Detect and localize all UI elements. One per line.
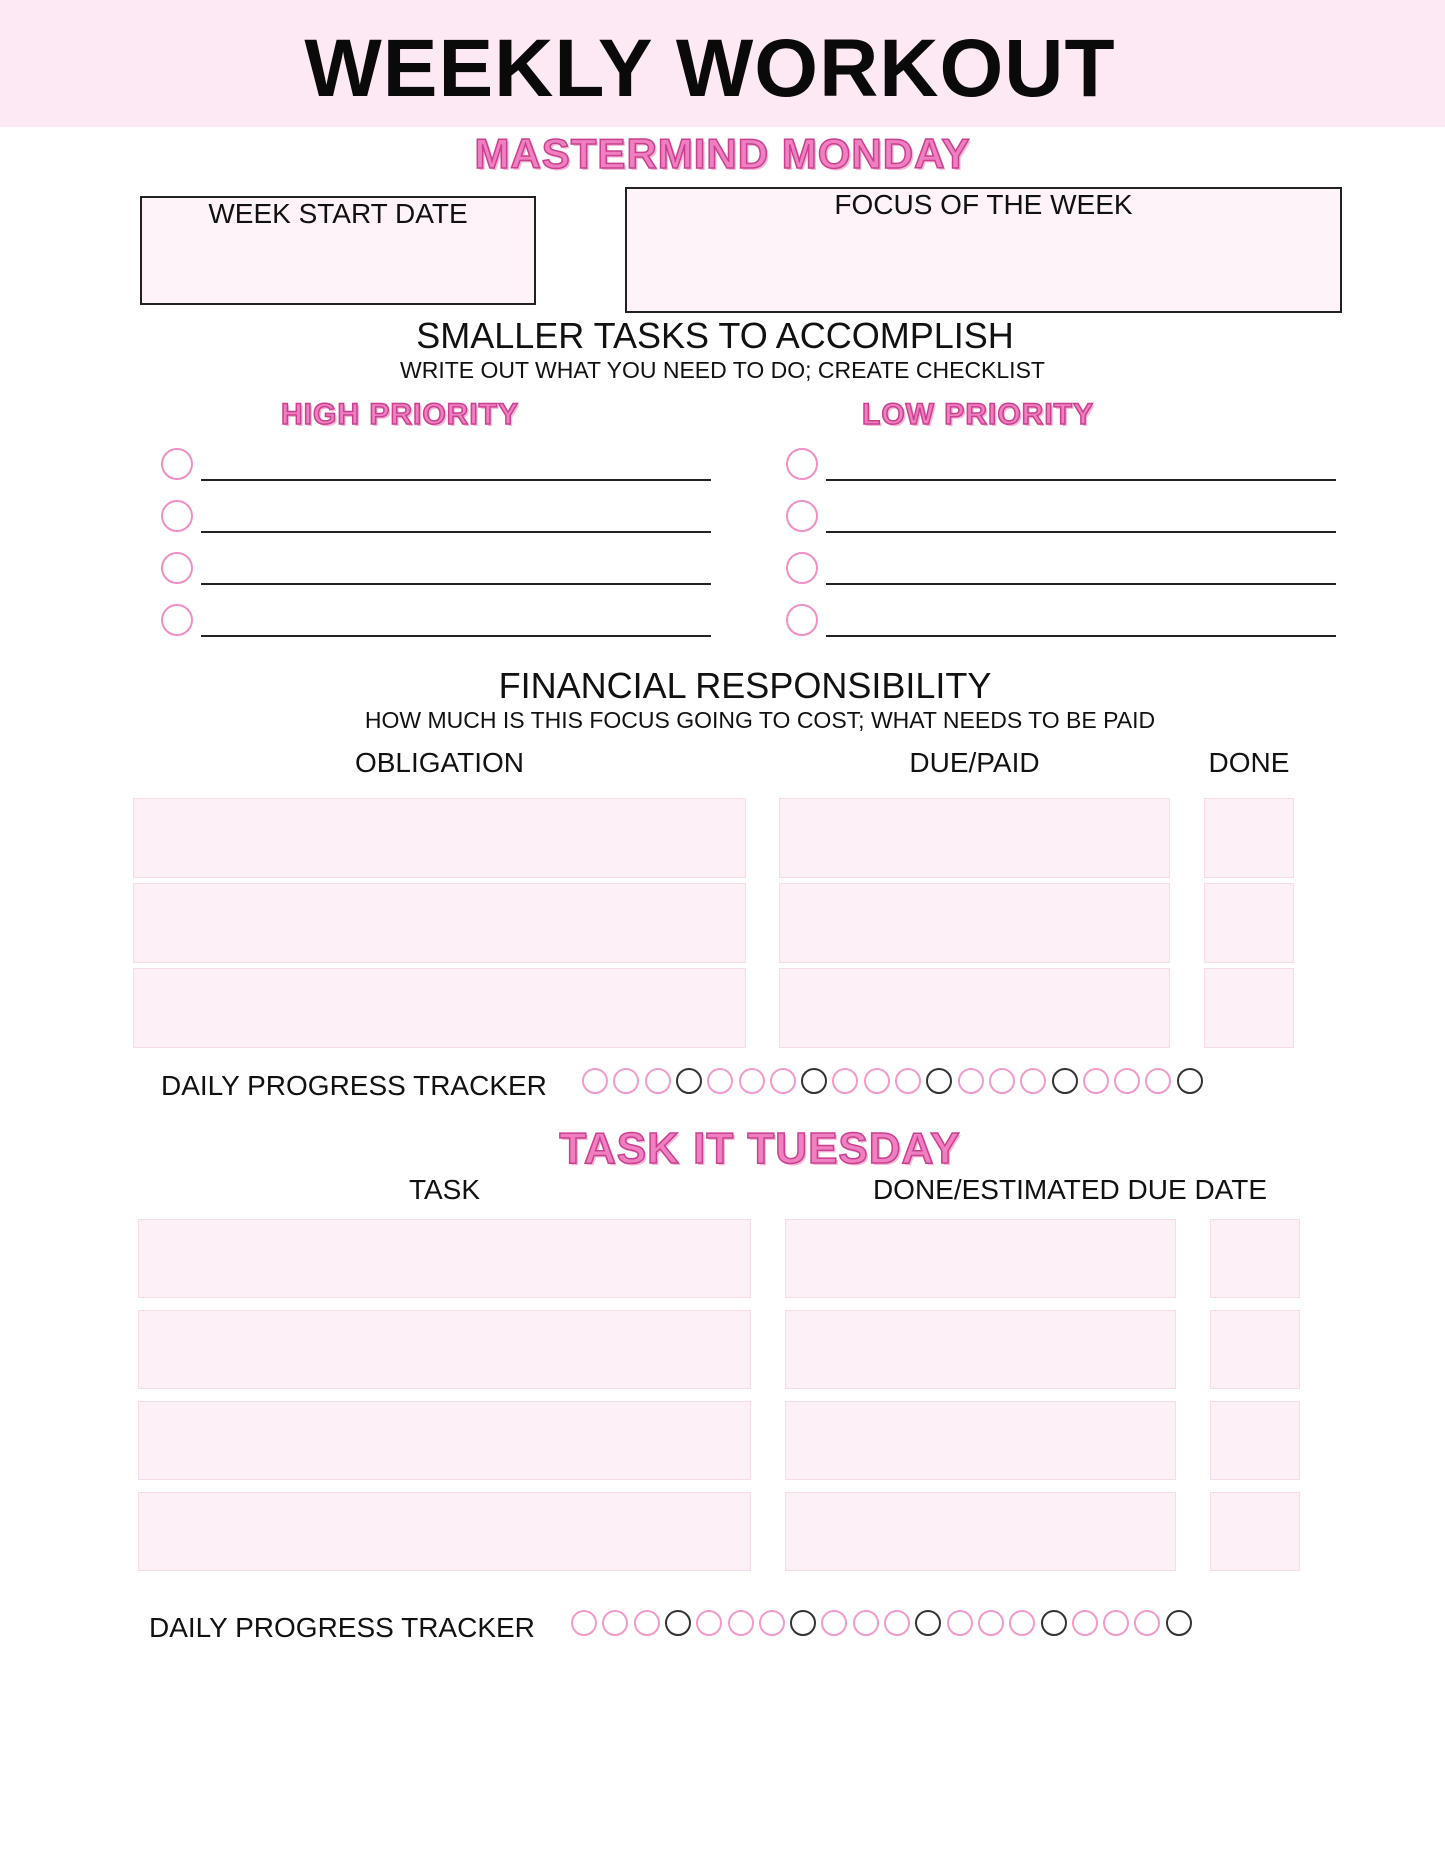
financial-obligation-cell[interactable] — [133, 968, 746, 1048]
financial-done-cell[interactable] — [1204, 798, 1294, 878]
monday-tracker-dot[interactable] — [1052, 1068, 1078, 1094]
focus-of-week-box[interactable] — [625, 187, 1342, 313]
low-priority-item — [786, 604, 1336, 644]
tuesday-tracker-dot[interactable] — [1041, 1610, 1067, 1636]
tuesday-task-cell[interactable] — [138, 1401, 751, 1480]
tuesday-task-cell[interactable] — [138, 1310, 751, 1389]
tuesday-task-cell[interactable] — [138, 1492, 751, 1571]
week-start-date-box[interactable] — [140, 196, 536, 305]
high-priority-write-line[interactable] — [201, 635, 711, 637]
low-priority-write-line[interactable] — [826, 583, 1336, 585]
tuesday-tracker-dot[interactable] — [634, 1610, 660, 1636]
focus-of-week-label: FOCUS OF THE WEEK — [834, 189, 1133, 220]
tuesday-tracker-dot[interactable] — [915, 1610, 941, 1636]
page-title: WEEKLY WORKOUT — [304, 23, 1116, 114]
monday-tracker-dot[interactable] — [676, 1068, 702, 1094]
monday-tracker-dot[interactable] — [613, 1068, 639, 1094]
tuesday-tracker-dot[interactable] — [853, 1610, 879, 1636]
monday-tracker-dot[interactable] — [895, 1068, 921, 1094]
high-priority-checkbox[interactable] — [161, 552, 193, 584]
monday-tracker-dot[interactable] — [801, 1068, 827, 1094]
low-priority-label: LOW PRIORITY — [862, 398, 1094, 431]
tuesday-tracker-dot[interactable] — [821, 1610, 847, 1636]
high-priority-checkbox[interactable] — [161, 448, 193, 480]
tuesday-tracker-dot[interactable] — [602, 1610, 628, 1636]
tuesday-tracker-dot[interactable] — [665, 1610, 691, 1636]
financial-due-paid-cell[interactable] — [779, 883, 1170, 963]
high-priority-checkbox[interactable] — [161, 500, 193, 532]
monday-tracker-dot[interactable] — [582, 1068, 608, 1094]
low-priority-write-line[interactable] — [826, 531, 1336, 533]
monday-tracker-dot[interactable] — [989, 1068, 1015, 1094]
tuesday-tracker-dot[interactable] — [884, 1610, 910, 1636]
high-priority-write-line[interactable] — [201, 479, 711, 481]
financial-done-cell[interactable] — [1204, 968, 1294, 1048]
monday-tracker-dot[interactable] — [707, 1068, 733, 1094]
tuesday-tracker-dot[interactable] — [1166, 1610, 1192, 1636]
financial-due-paid-cell[interactable] — [779, 968, 1170, 1048]
tuesday-due-date-cell[interactable] — [785, 1310, 1176, 1389]
tuesday-due-date-cell[interactable] — [785, 1401, 1176, 1480]
high-priority-write-line[interactable] — [201, 531, 711, 533]
low-priority-item — [786, 500, 1336, 540]
low-priority-checkbox[interactable] — [786, 552, 818, 584]
tuesday-tracker-dot[interactable] — [696, 1610, 722, 1636]
done-column-header: DONE — [1208, 747, 1290, 778]
monday-tracker-dot[interactable] — [832, 1068, 858, 1094]
monday-tracker-dot[interactable] — [770, 1068, 796, 1094]
high-priority-item — [161, 500, 711, 540]
monday-title: MASTERMIND MONDAY — [474, 130, 971, 177]
monday-tracker-dot[interactable] — [739, 1068, 765, 1094]
financial-due-paid-cell[interactable] — [779, 798, 1170, 878]
financial-section-subtitle: HOW MUCH IS THIS FOCUS GOING TO COST; WHAT NEEDS TO BE PAID — [364, 707, 1156, 733]
financial-obligation-cell[interactable] — [133, 883, 746, 963]
monday-tracker-dot[interactable] — [1083, 1068, 1109, 1094]
tuesday-done-cell[interactable] — [1210, 1310, 1300, 1389]
high-priority-item — [161, 552, 711, 592]
low-priority-checkbox[interactable] — [786, 604, 818, 636]
tuesday-tracker-dot[interactable] — [571, 1610, 597, 1636]
monday-tracker-dot[interactable] — [1177, 1068, 1203, 1094]
tuesday-tracker-label: DAILY PROGRESS TRACKER — [149, 1612, 535, 1643]
low-priority-write-line[interactable] — [826, 635, 1336, 637]
tuesday-tracker-dot[interactable] — [1103, 1610, 1129, 1636]
tuesday-tracker-dot[interactable] — [1009, 1610, 1035, 1636]
tasks-section-subtitle: WRITE OUT WHAT YOU NEED TO DO; CREATE CHECKLIST — [400, 357, 1045, 383]
low-priority-checkbox[interactable] — [786, 448, 818, 480]
high-priority-item — [161, 604, 711, 644]
high-priority-checkbox[interactable] — [161, 604, 193, 636]
high-priority-write-line[interactable] — [201, 583, 711, 585]
tasks-section-title: SMALLER TASKS TO ACCOMPLISH — [416, 315, 1014, 356]
task-column-header: TASK — [408, 1174, 481, 1205]
low-priority-write-line[interactable] — [826, 479, 1336, 481]
tuesday-tracker-dot[interactable] — [790, 1610, 816, 1636]
financial-section-title: FINANCIAL RESPONSIBILITY — [498, 665, 992, 706]
monday-tracker-dot[interactable] — [1114, 1068, 1140, 1094]
tuesday-tracker-dot[interactable] — [1072, 1610, 1098, 1636]
tuesday-title: TASK IT TUESDAY — [559, 1124, 961, 1173]
low-priority-item — [786, 448, 1336, 488]
low-priority-checkbox[interactable] — [786, 500, 818, 532]
tuesday-tracker-dot[interactable] — [947, 1610, 973, 1636]
tuesday-tracker-dot[interactable] — [759, 1610, 785, 1636]
monday-tracker-dot[interactable] — [645, 1068, 671, 1094]
due-paid-column-header: DUE/PAID — [909, 747, 1040, 778]
monday-tracker-dot[interactable] — [926, 1068, 952, 1094]
high-priority-item — [161, 448, 711, 488]
tuesday-done-cell[interactable] — [1210, 1219, 1300, 1298]
tuesday-tracker-dot[interactable] — [1134, 1610, 1160, 1636]
monday-tracker-dot[interactable] — [1145, 1068, 1171, 1094]
tuesday-due-date-cell[interactable] — [785, 1219, 1176, 1298]
tuesday-done-cell[interactable] — [1210, 1401, 1300, 1480]
monday-progress-tracker — [582, 1068, 1212, 1098]
done-estimated-due-date-column-header: DONE/ESTIMATED DUE DATE — [872, 1174, 1268, 1205]
obligation-column-header: OBLIGATION — [354, 747, 525, 778]
tuesday-done-cell[interactable] — [1210, 1492, 1300, 1571]
tuesday-task-cell[interactable] — [138, 1219, 751, 1298]
tuesday-progress-tracker — [571, 1610, 1201, 1640]
tuesday-due-date-cell[interactable] — [785, 1492, 1176, 1571]
financial-obligation-cell[interactable] — [133, 798, 746, 878]
monday-tracker-dot[interactable] — [958, 1068, 984, 1094]
monday-tracker-dot[interactable] — [1020, 1068, 1046, 1094]
high-priority-label: HIGH PRIORITY — [280, 398, 519, 431]
low-priority-item — [786, 552, 1336, 592]
tuesday-tracker-dot[interactable] — [728, 1610, 754, 1636]
financial-done-cell[interactable] — [1204, 883, 1294, 963]
monday-tracker-label: DAILY PROGRESS TRACKER — [161, 1070, 547, 1101]
week-start-date-label: WEEK START DATE — [208, 198, 468, 229]
tuesday-tracker-dot[interactable] — [978, 1610, 1004, 1636]
monday-tracker-dot[interactable] — [864, 1068, 890, 1094]
